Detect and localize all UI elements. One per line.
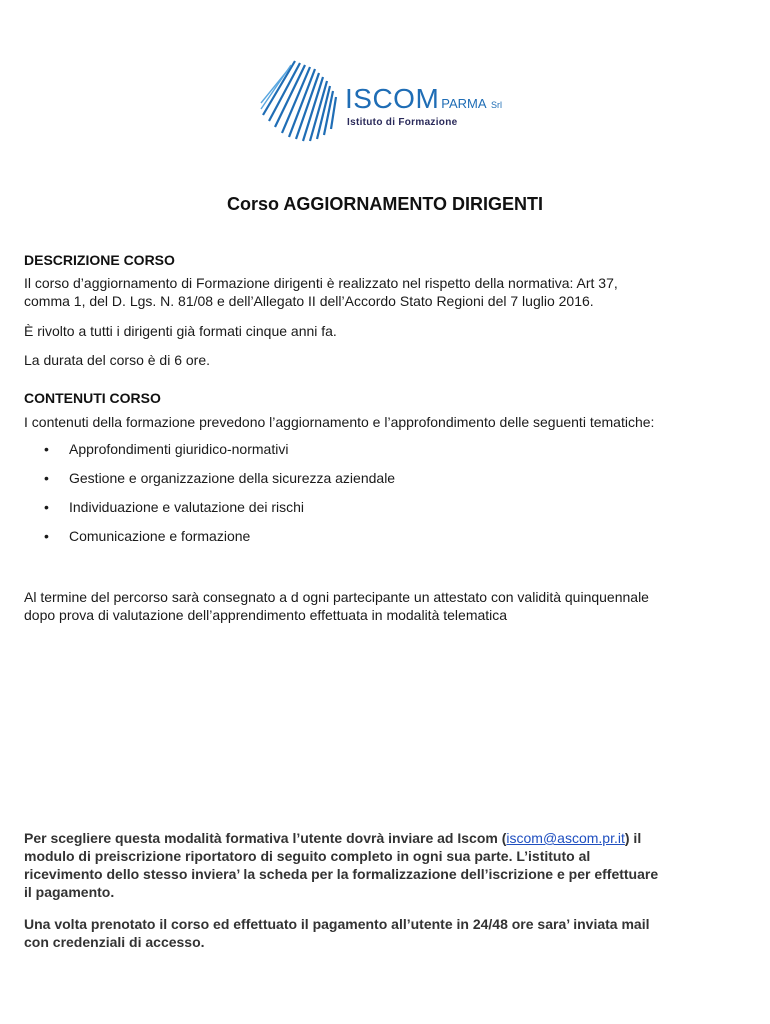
descrizione-line-2: comma 1, del D. Lgs. N. 81/08 e dell’Allegato II dell’Accordo Stato Regioni del 7 luglio 2016. <box>24 293 594 309</box>
bullet-icon: • <box>44 441 49 457</box>
logo-wordmark <box>345 83 502 115</box>
bullet-icon: • <box>44 470 49 486</box>
topics-list <box>24 440 724 556</box>
iscrizione-line-2: modulo di preiscrizione riportatoro di seguito completo in ogni sua parte. L’istituto al <box>24 848 591 864</box>
logo-brand: ISCOM <box>345 83 440 114</box>
list-item: • Comunicazione e formazione <box>44 528 251 544</box>
iscrizione-paragraph <box>24 829 744 901</box>
email-link[interactable]: iscom@ascom.pr.it <box>506 830 625 846</box>
logo-suffix: Srl <box>491 100 502 110</box>
accesso-paragraph <box>24 915 744 951</box>
iscom-logo <box>255 55 515 145</box>
descrizione-paragraph <box>24 274 744 310</box>
iscrizione-line-1: Per scegliere questa modalità formativa l’utente dovrà inviare ad Iscom (iscom@ascom.pr.it) il <box>24 830 642 846</box>
iscrizione-line-3: ricevimento dello stesso inviera’ la scheda per la formalizzazione dell’iscrizione e per effettuare <box>24 866 659 882</box>
list-item: • Approfondimenti giuridico-normativi <box>44 441 289 457</box>
iscrizione-line-4: il pagamento. <box>24 884 115 900</box>
page-title: Corso AGGIORNAMENTO DIRIGENTI <box>226 194 543 214</box>
logo-mark-icon <box>255 55 345 145</box>
contenuti-heading: CONTENUTI CORSO <box>24 390 161 406</box>
accesso-line-2: con credenziali di accesso. <box>24 934 205 950</box>
descrizione-heading: DESCRIZIONE CORSO <box>24 252 175 268</box>
logo-city: PARMA <box>441 96 487 111</box>
bullet-icon: • <box>44 499 49 515</box>
descrizione-line-1: Il corso d’aggiornamento di Formazione dirigenti è realizzato nel rispetto della normativa: Art 37, <box>24 275 618 291</box>
contenuti-intro: I contenuti della formazione prevedono l’aggiornamento e l’approfondimento delle seguenti tematiche: <box>24 414 655 430</box>
bullet-icon: • <box>44 528 49 544</box>
accesso-line-1: Una volta prenotato il corso ed effettuato il pagamento all’utente in 24/48 ore sara’ inviata mail <box>24 916 650 932</box>
attestato-line-2: dopo prova di valutazione dell’apprendimento effettuata in modalità telematica <box>24 607 508 623</box>
attestato-line-1: Al termine del percorso sarà consegnato a d ogni partecipante un attestato con validità quinquennale <box>24 589 649 605</box>
descrizione-target: È rivolto a tutti i dirigenti già formati cinque anni fa. <box>24 323 337 339</box>
list-item: • Individuazione e valutazione dei rischi <box>44 499 305 515</box>
logo-subtitle: Istituto di Formazione <box>347 117 458 128</box>
list-item: • Gestione e organizzazione della sicurezza aziendale <box>44 470 396 486</box>
descrizione-duration: La durata del corso è di 6 ore. <box>24 352 211 368</box>
attestato-paragraph <box>24 588 744 624</box>
